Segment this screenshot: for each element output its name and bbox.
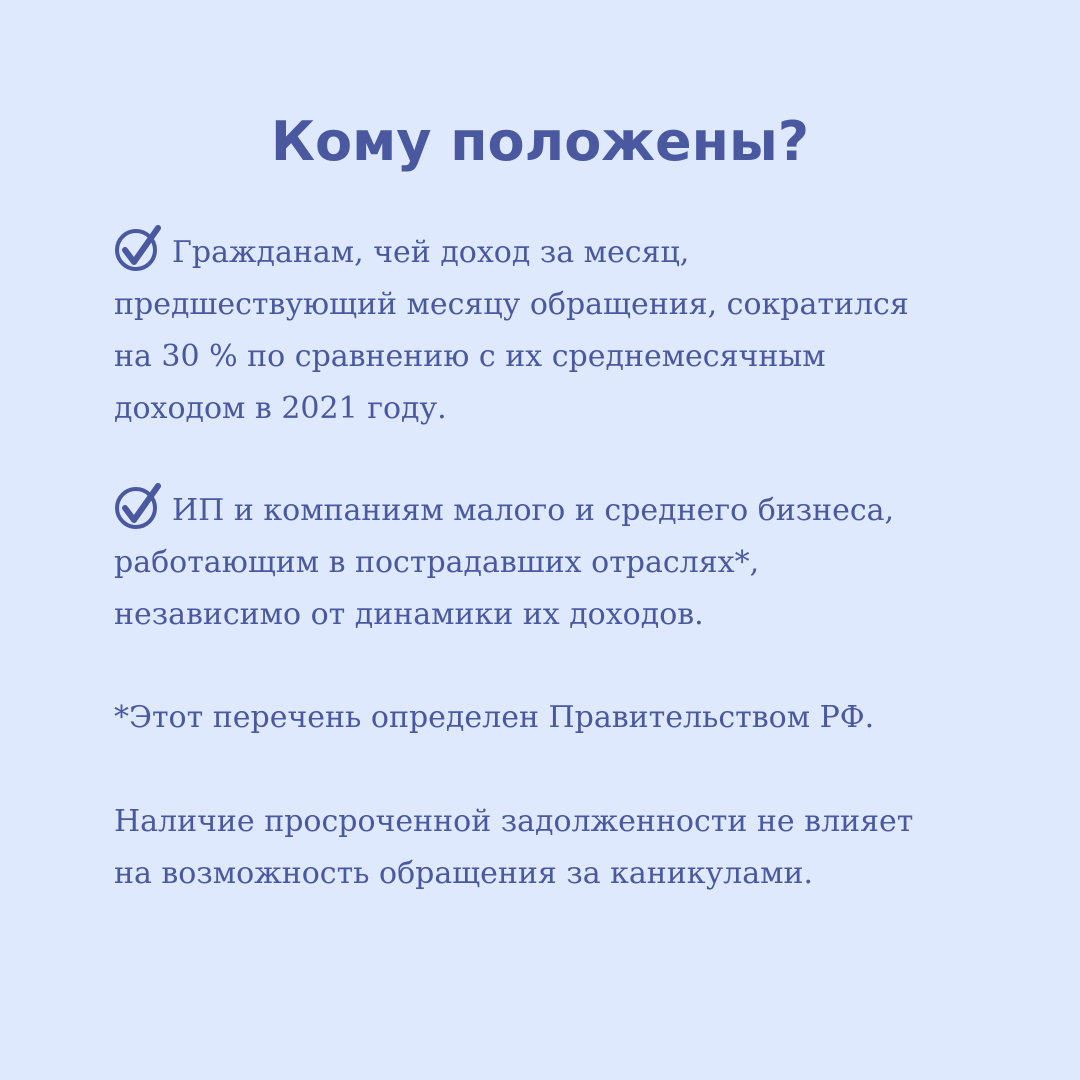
- item-text-line: предшествующий месяцу обращения, сократился: [114, 287, 909, 322]
- note-text-line: на возможность обращения за каникулами.: [114, 856, 813, 891]
- page-title: Кому положены?: [270, 110, 810, 173]
- note-text-line: Наличие просроченной задолженности не влияет: [114, 804, 914, 839]
- item-text-line: ИП и компаниям малого и среднего бизнеса,: [172, 493, 895, 528]
- item-text-line: независимо от динамики их доходов.: [114, 597, 704, 632]
- eligibility-item-business: [114, 482, 1014, 641]
- item-text-line: работающим в пострадавших отраслях*,: [114, 545, 760, 580]
- eligibility-item-citizens: [114, 224, 1014, 435]
- item-text-line: на 30 % по сравнению с их среднемесячным: [114, 339, 826, 374]
- check-circle-icon: [114, 224, 162, 272]
- item-text-line: доходом в 2021 году.: [114, 391, 447, 426]
- item-text-line: Гражданам, чей доход за месяц,: [172, 235, 690, 270]
- footnote: *Этот перечень определен Правительством РФ.: [114, 700, 875, 735]
- check-circle-icon: [114, 482, 162, 530]
- overdue-debt-note: [114, 796, 1014, 900]
